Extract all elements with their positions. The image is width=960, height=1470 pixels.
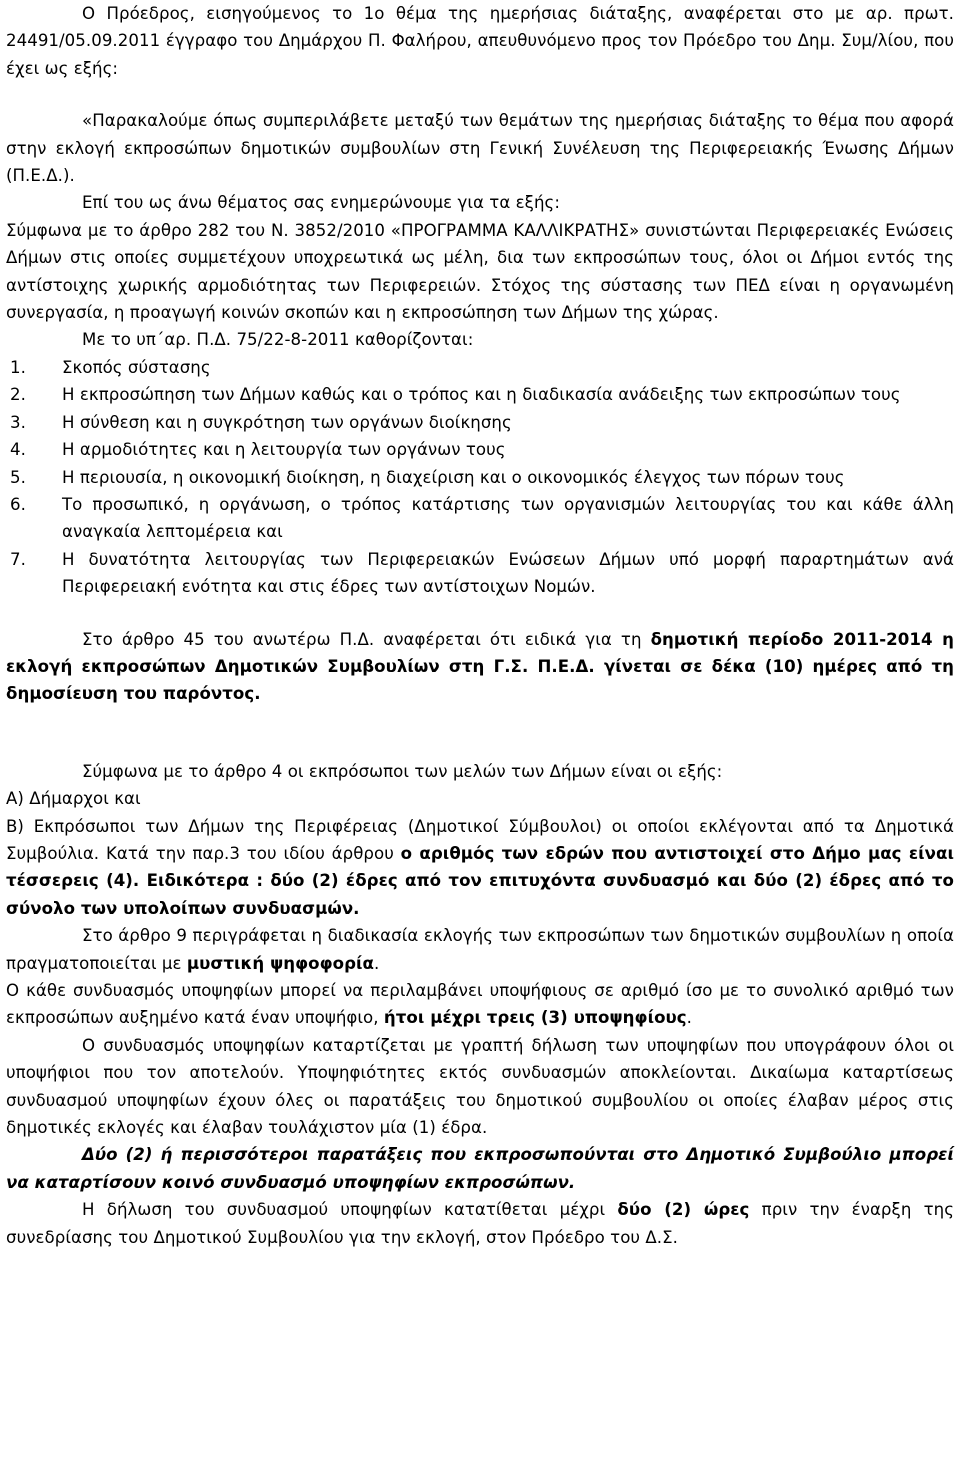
list-number: 7. (10, 549, 26, 569)
article-9-bold: μυστική ψηφοφορία (186, 953, 375, 973)
article-9-paragraph (6, 922, 954, 977)
deadline-bold: δύο (2) ώρες (617, 1200, 750, 1220)
list-item (6, 381, 954, 408)
list-number: 5. (10, 467, 26, 487)
article-45-paragraph (6, 626, 954, 708)
list-item (6, 546, 954, 601)
article-4-intro: Σύμφωνα με το άρθρο 4 οι εκπρόσωποι των μελών των Δήμων είναι οι εξής: (82, 761, 723, 781)
intro-paragraph: Ο Πρόεδρος, εισηγούμενος το 1ο θέμα της ημερήσιας διάταξης, αναφέρεται στο με αρ. πρωτ. 24491/05.09.2011 έγγραφο του Δημάρχου Π. Φαλήρου, απευθυνόμενο προς τον Πρόεδρο του Δημ. Συμ/λίου, που έχει ως εξής: (6, 4, 954, 78)
deadline-paragraph (6, 1196, 954, 1251)
decree-topics-list (6, 354, 954, 601)
article-4-b-bold: ο αριθμός των εδρών που αντιστοιχεί στο Δήμο μας είναι τέσσερεις (4). Ειδικότερα : δύο (2) έδρες από τον επιτυχόντα συνδυασμό και δύο (2) έδρες από το σύνολο των υπολοίπων συνδυασμών. (6, 843, 954, 918)
list-number: 1. (10, 357, 26, 377)
article-4-b-text: Β) Εκπρόσωποι των Δήμων της Περιφέρειας (Δημοτικοί Σύμβουλοι) οι οποίοι εκλέγονται από τα Δημοτικά Συμβούλια. Κατά την παρ.3 του ιδίου άρθρου (6, 816, 954, 863)
list-item (6, 436, 954, 463)
decree-line: Με το υπ΄αρ. Π.Δ. 75/22-8-2011 καθορίζονται: (82, 330, 474, 350)
list-number: 2. (10, 385, 26, 405)
article-4-item-a: Α) Δήμαρχοι και (6, 789, 141, 809)
spacer (6, 708, 954, 758)
list-text: Το προσωπικό, η οργάνωση, ο τρόπος κατάρτισης των οργανισμών λειτουργίας του και κάθε άλλη αναγκαία λεπτομέρεια και (62, 494, 954, 542)
list-item (6, 409, 954, 436)
forming-paragraph: Ο συνδυασμός υποψηφίων καταρτίζεται με γραπτή δήλωση των υποψηφίων που υπογράφουν όλοι οι υποψήφιοι που τον αποτελούν. Υποψηφιότητες εκτός συνδυασμών αποκλείονται. Δικαίωμα καταρτίσεως συνδυασμού υποψηφίων έχουν όλες οι παρατάξεις του δημοτικού συμβουλίου οι οποίες έλαβαν μέρος στις δημοτικές εκλογές και έλαβαν τουλάχιστον μία (1) έδρα. (6, 1035, 954, 1138)
combo-text: Ο κάθε συνδυασμός υποψηφίων μπορεί να περιλαμβάνει υποψήφιους σε αριθμό ίσο με το συνολικό αριθμό των εκπροσώπων αυξημένο κατά έναν υποψήφιο, (6, 981, 954, 1028)
list-item (6, 491, 954, 546)
article-9-text: Στο άρθρο 9 περιγράφεται η διαδικασία εκλογής των εκπροσώπων των δημοτικών συμβουλίων η οποία πραγματοποιείται με (6, 926, 954, 973)
inform-line: Επί του ως άνω θέματος σας ενημερώνουμε για τα εξής: (82, 193, 560, 213)
article-45-text: Στο άρθρο 45 του ανωτέρω Π.Δ. αναφέρεται ότι ειδικά για τη (82, 629, 651, 649)
list-number: 6. (10, 494, 26, 514)
list-text: Η σύνθεση και η συγκρότηση των οργάνων διοίκησης (62, 412, 512, 432)
list-item (6, 354, 954, 381)
list-text: Η εκπροσώπηση των Δήμων καθώς και ο τρόπος και η διαδικασία ανάδειξης των εκπροσώπων τους (62, 385, 901, 405)
deadline-text: Η δήλωση του συνδυασμού υποψηφίων κατατίθεται μέχρι (82, 1200, 618, 1220)
article-9-end: . (374, 953, 380, 973)
list-text: Η περιουσία, η οικονομική διοίκηση, η διαχείριση και ο οικονομικός έλεγχος των πόρων τους (62, 467, 845, 487)
list-text: Η αρμοδιότητες και η λειτουργία των οργάνων τους (62, 440, 506, 460)
spacer (6, 601, 954, 626)
list-item (6, 464, 954, 491)
joint-combo-paragraph: Δύο (2) ή περισσότεροι παρατάξεις που εκπροσωπούνται στο Δημοτικό Συμβούλιο μπορεί να καταρτίσουν κοινό συνδυασμό υποψηφίων εκπροσώπων. (6, 1145, 954, 1192)
list-number: 3. (10, 412, 26, 432)
request-quote: «Παρακαλούμε όπως συμπεριλάβετε μεταξύ των θεμάτων της ημερήσιας διάταξης το θέμα που αφορά στην εκλογή εκπροσώπων δημοτικών συμβουλίων στη Γενική Συνέλευση της Περιφερειακής Ένωσης Δήμων (Π.Ε.Δ.). (6, 111, 954, 186)
list-text: Η δυνατότητα λειτουργίας των Περιφερειακών Ενώσεων Δήμων υπό μορφή παραρτημάτων ανά Περιφερειακή ενότητα και στις έδρες των αντίστοιχων Νομών. (62, 549, 954, 597)
combo-paragraph (6, 977, 954, 1032)
list-number: 4. (10, 440, 26, 460)
spacer (6, 82, 954, 107)
deadline-end: πριν την έναρξη της συνεδρίασης του Δημοτικού Συμβουλίου για την εκλογή, στον Πρόεδρο του Δ.Σ. (6, 1200, 954, 1247)
combo-end: . (686, 1008, 692, 1028)
list-text: Σκοπός σύστασης (62, 357, 211, 377)
combo-bold: ήτοι μέχρι τρεις (3) υποψηφίους (383, 1008, 687, 1028)
article-45-bold: δημοτική περίοδο 2011-2014 η εκλογή εκπροσώπων Δημοτικών Συμβουλίων στη Γ.Σ. Π.Ε.Δ. γίνεται σε δέκα (10) ημέρες από τη δημοσίευση του παρόντος. (6, 629, 955, 704)
article-282-paragraph: Σύμφωνα με το άρθρο 282 του Ν. 3852/2010 «ΠΡΟΓΡΑΜΜΑ ΚΑΛΛΙΚΡΑΤΗΣ» συνιστώνται Περιφερειακές Ενώσεις Δήμων στις οποίες συμμετέχουν υποχρεωτικά ως μέλη, δια των εκπροσώπων τους, όλοι οι Δήμοι εντός της αντίστοιχης χωρικής αρμοδιότητας των Περιφερειών. Στόχος της σύστασης των ΠΕΔ είναι η οργανωμένη συνεργασία, η προαγωγή κοινών σκοπών και η εκπροσώπηση των Δήμων της χώρας. (6, 220, 954, 323)
article-4-item-b (6, 813, 954, 923)
